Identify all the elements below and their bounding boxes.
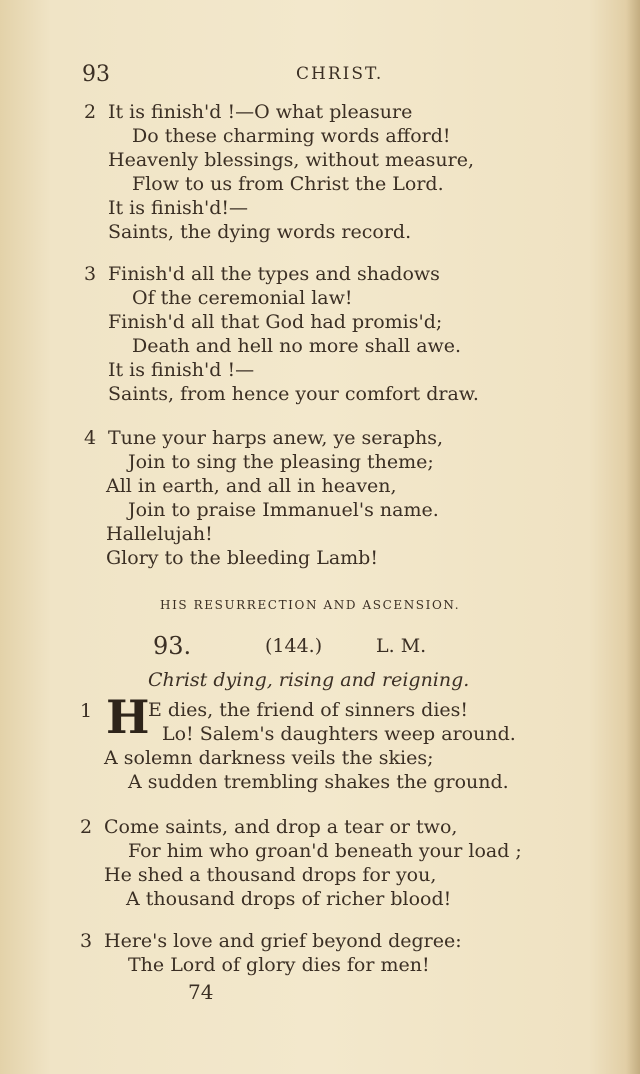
stanza-number: 2	[80, 816, 93, 838]
stanza-number: 2	[84, 101, 97, 123]
verse-line: Heavenly blessings, without measure,	[108, 149, 475, 171]
verse-line: For him who groan'd beneath your load ;	[128, 840, 522, 862]
verse-line: Saints, from hence your comfort draw.	[108, 383, 479, 405]
verse-line: It is finish'd !—	[108, 359, 255, 381]
hymn-meter: L. M.	[376, 635, 427, 657]
verse-line: E dies, the friend of sinners dies!	[148, 699, 469, 721]
verse-line: All in earth, and all in heaven,	[106, 475, 397, 497]
verse-line: Join to sing the pleasing theme;	[128, 451, 434, 473]
verse-line: Join to praise Immanuel's name.	[128, 499, 439, 521]
stanza-number: 3	[80, 930, 93, 952]
verse-line: Hallelujah!	[106, 523, 213, 545]
verse-line: The Lord of glory dies for men!	[128, 954, 430, 976]
verse-line: Flow to us from Christ the Lord.	[132, 173, 444, 195]
verse-line: Finish'd all the types and shadows	[108, 263, 440, 285]
verse-line: A sudden trembling shakes the ground.	[128, 771, 509, 793]
running-title: CHRIST.	[296, 64, 384, 84]
verse-line: A solemn darkness veils the skies;	[104, 747, 434, 769]
page-number: 93	[82, 62, 110, 87]
drop-cap: H	[106, 690, 150, 744]
page-edge-shadow	[626, 0, 640, 1074]
signature-mark: 74	[188, 980, 214, 1004]
verse-line: Lo! Salem's daughters weep around.	[162, 723, 516, 745]
verse-line: A thousand drops of richer blood!	[126, 888, 452, 910]
hymn-number: 93.	[153, 632, 192, 660]
verse-line: Tune your harps anew, ye seraphs,	[108, 427, 444, 449]
hymn-subtitle: Christ dying, rising and reigning.	[148, 669, 470, 691]
verse-line: It is finish'd !—O what pleasure	[108, 101, 413, 123]
verse-line: Come saints, and drop a tear or two,	[104, 816, 458, 838]
verse-line: Glory to the bleeding Lamb!	[106, 547, 378, 569]
hymn-reference: (144.)	[265, 635, 323, 657]
verse-line: Of the ceremonial law!	[132, 287, 353, 309]
stanza-number: 3	[84, 263, 97, 285]
verse-line: Saints, the dying words record.	[108, 221, 412, 243]
verse-line: He shed a thousand drops for you,	[104, 864, 437, 886]
verse-line: Death and hell no more shall awe.	[132, 335, 462, 357]
stanza-number: 4	[84, 427, 97, 449]
section-heading: HIS RESURRECTION AND ASCENSION.	[160, 598, 461, 612]
verse-line: It is finish'd!—	[108, 197, 249, 219]
verse-line: Do these charming words afford!	[132, 125, 451, 147]
verse-line: Here's love and grief beyond degree:	[104, 930, 462, 952]
verse-line: Finish'd all that God had promis'd;	[108, 311, 443, 333]
stanza-number: 1	[80, 700, 93, 722]
